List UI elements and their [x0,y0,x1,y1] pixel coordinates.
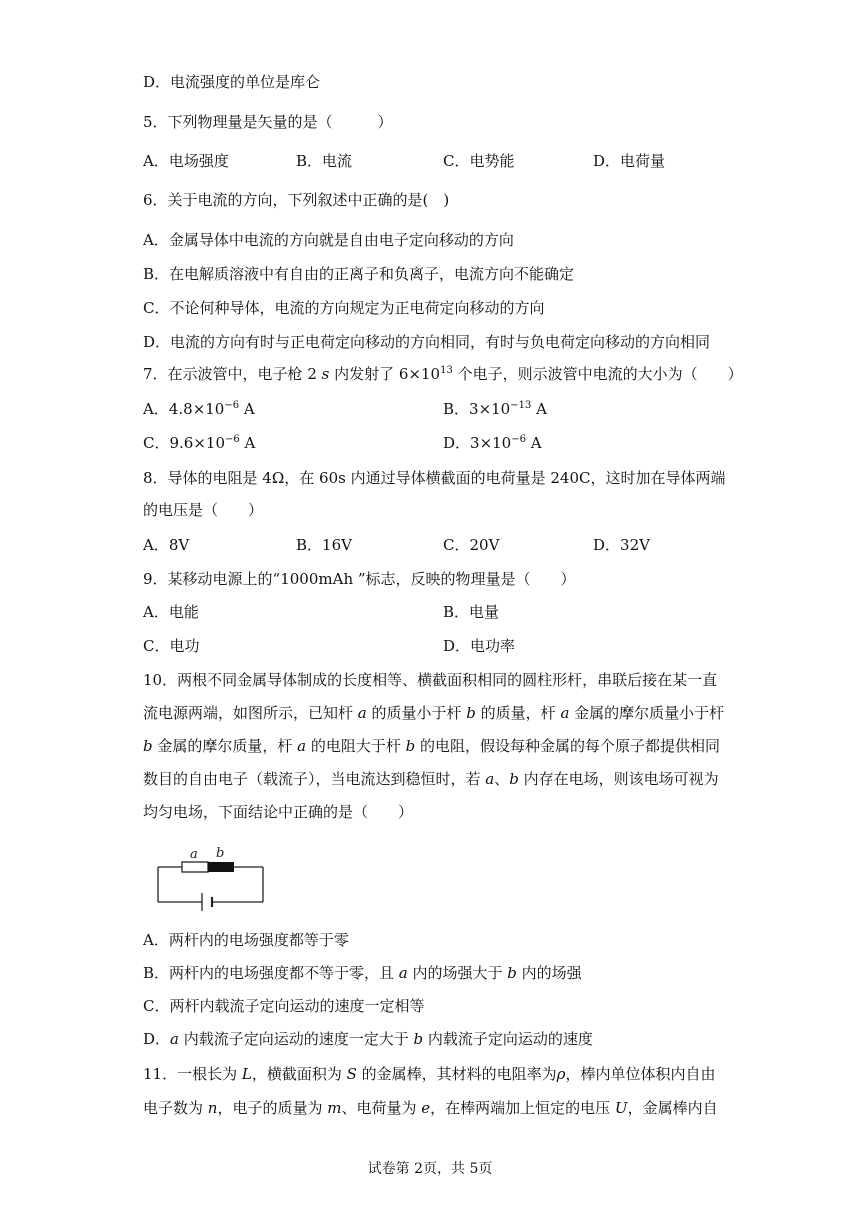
q9-option-b: B．电量 [443,603,500,621]
q6-option-b: B．在电解质溶液中有自由的正离子和负离子，电流方向不能确定 [143,265,575,283]
q10-option-d: D．a 内载流子定向运动的速度一定大于 b 内载流子定向运动的速度 [143,1030,593,1048]
q10-option-a: A．两杆内的电场强度都等于零 [143,931,349,949]
q5-option-a: A．电场强度 [143,152,229,170]
q4-option-d: D．电流强度的单位是库仑 [143,73,321,91]
q5-stem: 5．下列物理量是矢量的是（ ） [143,113,393,131]
q9-option-a: A．电能 [143,603,199,621]
q8-option-a: A．8V [143,536,190,554]
q9-option-d: D．电功率 [443,637,516,655]
q10-option-b: B．两杆内的电场强度都不等于零，且 a 内的场强大于 b 内的场强 [143,964,582,982]
q8-option-b: B．16V [296,536,352,554]
q10-stem-line2: 流电源两端，如图所示，已知杆 a 的质量小于杆 b 的质量，杆 a 金属的摩尔质量小于杆 [143,704,725,722]
q10-stem-line4: 数目的自由电子（载流子），当电流达到稳恒时，若 a、b 内存在电场，则该电场可视为 [143,770,719,788]
q6-option-c: C．不论何种导体，电流的方向规定为正电荷定向移动的方向 [143,299,545,317]
q7-stem: 7．在示波管中，电子枪 2 s 内发射了 $6\times 10^{13}$ 个电子，则示波管中电流的大小为（ ） [143,365,743,383]
q10-stem-line3: b 金属的摩尔质量，杆 a 的电阻大于杆 b 的电阻，假设每种金属的每个原子都提供相同 [143,737,721,755]
q10-option-c: C．两杆内载流子定向运动的速度一定相等 [143,997,425,1015]
q5-option-b: B．电流 [296,152,353,170]
q5-option-c: C．电势能 [443,152,515,170]
q8-stem-line2: 的电压是（ ） [143,501,264,519]
q9-option-c: C．电功 [143,637,200,655]
q8-stem-line1: 8．导体的电阻是 4Ω，在 60s 内通过导体横截面的电荷量是 240C，这时加在导体两端 [143,469,726,487]
q8-option-c: C．20V [443,536,500,554]
q6-stem: 6．关于电流的方向，下列叙述中正确的是( ) [143,191,450,209]
q10-stem-line5: 均匀电场，下面结论中正确的是（ ） [143,803,414,821]
page-footer: 试卷第 2页，共 5页 [367,1161,493,1177]
q7-option-b: B．$3\times 10^{-13}$ A [443,400,547,418]
q7-option-a: A．$4.8\times 10^{-6}$ A [143,400,255,418]
rod-b [208,862,234,872]
q9-stem: 9．某移动电源上的“1000mAh ”标志，反映的物理量是（ ） [143,570,576,588]
rod-a [182,862,208,872]
label-b: b [216,846,225,861]
q7-option-d: D．$3\times 10^{-6}$ A [443,434,542,452]
q11-stem-line2: 电子数为 n，电子的质量为 m、电荷量为 e，在棒两端加上恒定的电压 U，金属棒内自 [143,1099,718,1117]
q5-option-d: D．电荷量 [593,152,666,170]
q11-stem-line1: 11．一根长为 L，横截面积为 S 的金属棒，其材料的电阻率为ρ，棒内单位体积内自由 [143,1065,716,1083]
q6-option-d: D．电流的方向有时与正电荷定向移动的方向相同，有时与负电荷定向移动的方向相同 [143,333,711,351]
q6-option-a: A．金属导体中电流的方向就是自由电子定向移动的方向 [143,231,514,249]
label-a: a [190,847,198,862]
q8-option-d: D．32V [593,536,650,554]
q7-option-c: C．$9.6\times 10^{-6}$ A [143,434,256,452]
q10-stem-line1: 10．两根不同金属导体制成的长度相等、横截面积相同的圆柱形杆，串联后接在某一直 [143,671,718,689]
q10-circuit-figure [150,842,270,922]
